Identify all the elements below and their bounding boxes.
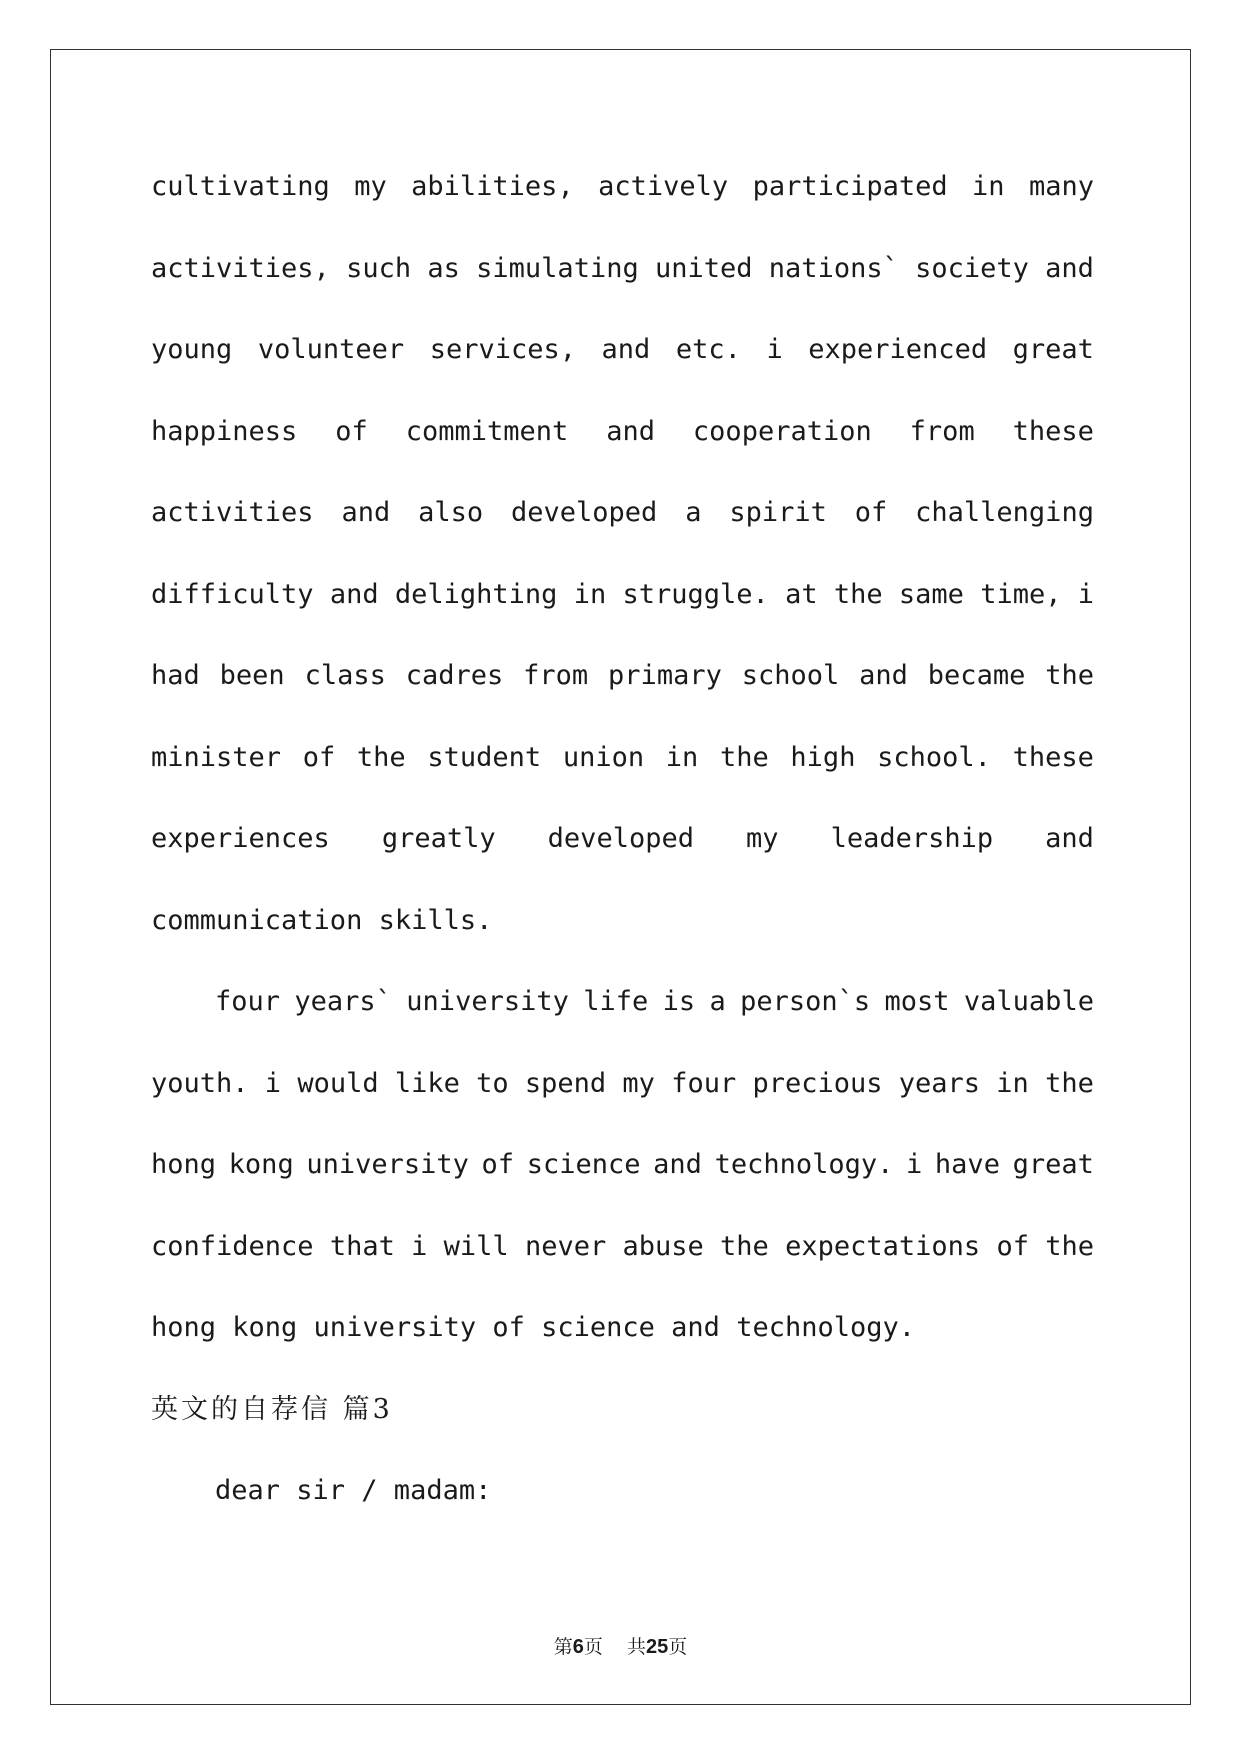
word: and [1045, 823, 1094, 854]
word: school. [877, 741, 991, 773]
word: university [406, 986, 569, 1017]
word: services, [429, 334, 576, 365]
word: became [927, 660, 1026, 691]
word: the [1045, 1230, 1094, 1262]
word: the [719, 741, 769, 773]
body-line [151, 405, 1094, 487]
word: of [996, 1230, 1029, 1262]
word: these [1012, 741, 1094, 773]
word: i [906, 1149, 923, 1180]
body-line [151, 1057, 1094, 1139]
word: greatly [381, 823, 496, 854]
body-line [151, 486, 1094, 568]
body-line [151, 160, 1094, 242]
word: delighting [394, 578, 558, 610]
total-prefix: 共 [627, 1636, 647, 1658]
body-line-last: communication skills. [151, 904, 493, 936]
word: and [859, 660, 908, 691]
word: challenging [915, 497, 1094, 528]
word: in [573, 578, 607, 610]
word: developed [511, 497, 658, 528]
word: etc. [675, 334, 741, 365]
word: at [785, 578, 818, 610]
word: experienced [808, 334, 988, 365]
word: activities [151, 497, 314, 528]
word: that [329, 1230, 395, 1262]
word: would [297, 1067, 379, 1099]
body-line [151, 1138, 1094, 1220]
word: commitment [405, 415, 569, 447]
word: hong [151, 1149, 217, 1180]
body-line [151, 731, 1094, 813]
page-footer [0, 1632, 1241, 1659]
word: my [746, 823, 779, 854]
page-suffix: 页 [583, 1636, 603, 1658]
word: have [934, 1149, 1000, 1180]
word: leadership [830, 823, 994, 854]
word: developed [547, 823, 694, 854]
word: class [304, 660, 386, 691]
word: of [335, 415, 368, 447]
word: great [1012, 334, 1094, 365]
word: four [671, 1067, 737, 1099]
body-line-last: hong kong university of science and technology. [151, 1312, 916, 1343]
word: difficulty [151, 578, 314, 610]
body-line [151, 812, 1094, 894]
word: youth. [151, 1067, 249, 1099]
word: will [443, 1230, 509, 1262]
salutation: dear sir / madam: [215, 1475, 492, 1506]
word: student [427, 741, 542, 773]
word: from [523, 660, 589, 691]
total-suffix: 页 [668, 1636, 688, 1658]
word: most [884, 986, 950, 1017]
word: struggle. [622, 578, 769, 610]
body-line [151, 568, 1094, 650]
word: simulating [476, 252, 639, 284]
word: been [219, 660, 285, 691]
word: spirit [729, 497, 827, 528]
word: cadres [405, 660, 504, 691]
word: happiness [151, 415, 298, 447]
word: i [264, 1067, 282, 1099]
word: nations` [768, 252, 899, 284]
word: like [394, 1067, 460, 1099]
word: experiences [151, 823, 330, 854]
word: person`s [740, 986, 871, 1017]
word: valuable [963, 986, 1094, 1017]
word: and [329, 578, 379, 610]
document-body [151, 160, 1094, 1546]
word: activities, [151, 252, 330, 284]
word: society [915, 252, 1029, 284]
word: to [476, 1067, 509, 1099]
word: from [909, 415, 975, 447]
word: my [622, 1067, 655, 1099]
word: four [215, 986, 281, 1017]
body-line-indented [151, 975, 1094, 1057]
word: union [562, 741, 645, 773]
word: i [766, 334, 783, 365]
word: is [662, 986, 696, 1017]
word: and [653, 1149, 702, 1180]
word: same [898, 578, 964, 610]
word: school [741, 660, 840, 691]
word: volunteer [257, 334, 405, 365]
word: precious [752, 1067, 883, 1099]
word: university [306, 1149, 469, 1180]
word: in [972, 171, 1005, 202]
word: a [685, 497, 702, 528]
word: years [898, 1067, 981, 1099]
word: my [354, 171, 387, 202]
word: abuse [622, 1230, 704, 1262]
word: young [151, 334, 233, 365]
body-line [151, 242, 1094, 324]
word: of [302, 741, 336, 773]
word: i [1077, 578, 1094, 610]
word: the [833, 578, 883, 610]
word: primary [608, 660, 722, 691]
section-heading: 英文的自荐信 篇3 [151, 1393, 393, 1425]
word: abilities, [411, 171, 574, 202]
word: spend [524, 1067, 607, 1099]
page-number: 6 [572, 1636, 584, 1658]
body-line [151, 1220, 1094, 1302]
word: as [427, 252, 460, 284]
body-line [151, 323, 1094, 405]
word: kong [228, 1149, 294, 1180]
word: of [854, 497, 888, 528]
word: great [1012, 1149, 1094, 1180]
word: minister [151, 741, 282, 773]
word: and [341, 497, 391, 528]
word: the [720, 1230, 769, 1262]
word: in [996, 1067, 1029, 1099]
total-pages: 25 [646, 1636, 669, 1658]
word: and [606, 415, 655, 447]
word: expectations [785, 1230, 981, 1262]
word: time, [980, 578, 1062, 610]
page-prefix: 第 [553, 1636, 573, 1658]
word: confidence [151, 1230, 314, 1262]
word: never [524, 1230, 607, 1262]
word: of [481, 1149, 515, 1180]
word: in [665, 741, 699, 773]
word: also [418, 497, 484, 528]
word: science [526, 1149, 641, 1180]
word: the [356, 741, 406, 773]
word: cultivating [151, 171, 330, 202]
word: actively [598, 171, 729, 202]
word: technology. [714, 1149, 894, 1180]
word: cooperation [692, 415, 872, 447]
word: and [601, 334, 651, 365]
body-line [151, 649, 1094, 731]
word: participated [752, 171, 948, 202]
word: a [709, 986, 726, 1017]
word: the [1045, 1067, 1094, 1099]
word: these [1012, 415, 1094, 447]
word: high [790, 741, 856, 773]
word: years` [294, 986, 392, 1017]
word: united [654, 252, 753, 284]
word: had [151, 660, 200, 691]
word: the [1045, 660, 1094, 691]
word: such [346, 252, 412, 284]
word: many [1028, 171, 1094, 202]
word: life [583, 986, 649, 1017]
word: and [1045, 252, 1094, 284]
word: i [411, 1230, 428, 1262]
